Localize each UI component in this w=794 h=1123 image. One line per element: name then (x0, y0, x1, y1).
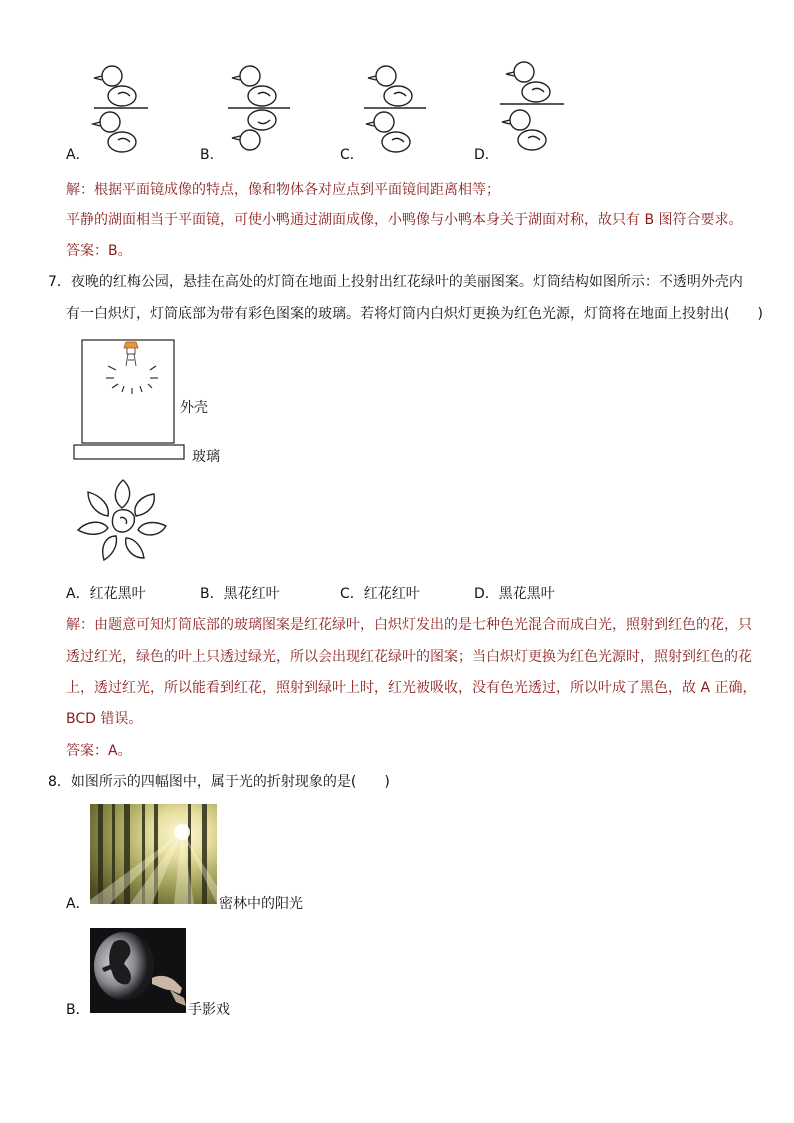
q7-solution-line4: BCD 错误。 (66, 711, 143, 727)
q7-solution-line1: 解：由题意可知灯筒底部的玻璃图案是红花绿叶，白炽灯发出的是七种色光混合而成白光，照射到红色的花，只 (66, 617, 752, 633)
q6-solution-line1: 解：根据平面镜成像的特点，像和物体各对应点到平面镜间距离相等； (66, 182, 500, 198)
q8-option-a-letter: A． (66, 896, 90, 912)
option-a-label: A． (66, 147, 90, 163)
q7-option-a: A．红花黑叶 (66, 586, 146, 602)
label-shell: 外壳 (180, 400, 208, 416)
label-glass: 玻璃 (192, 449, 220, 465)
q7-option-c: C．红花红叶 (340, 586, 420, 602)
q7-solution-line2: 透过红光，绿色的叶上只透过绿光，所以会出现红花绿叶的图案；当白炽灯更换为红色光源时，照射到红色的花 (66, 649, 752, 665)
q6-answer: 答案：B。 (66, 243, 132, 259)
q7-option-b: B．黑花红叶 (200, 586, 280, 602)
forest-sunlight-photo (90, 804, 217, 904)
q7-solution-line3: 上，透过红光，所以能看到红花，照射到绿叶上时，红光被吸收，没有色光透过，所以叶成了黑色，故 A 正确， (66, 680, 757, 696)
q6-solution-line2: 平静的湖面相当于平面镜，可使小鸭通过湖面成像，小鸭像与小鸭本身关于湖面对称，故只有 B 图符合要求。 (66, 212, 743, 228)
flower-pattern (74, 474, 172, 566)
option-c-label: C． (340, 147, 364, 163)
hand-shadow-photo (90, 928, 186, 1013)
q8-question: 8．如图所示的四幅图中，属于光的折射现象的是( ) (48, 774, 390, 790)
q7-question-line1: 7．夜晚的红梅公园，悬挂在高处的灯筒在地面上投射出红花绿叶的美丽图案。灯筒结构如图所示：不透明外壳内 (48, 274, 743, 290)
duck-figure-a (90, 62, 150, 162)
option-d-label: D． (474, 147, 499, 163)
bulb-icon (124, 342, 138, 366)
option-b-label: B． (200, 147, 224, 163)
q8-option-b-caption: 手影戏 (188, 1002, 230, 1018)
duck-figure-d (496, 58, 566, 158)
duck-figure-b (222, 62, 292, 162)
q7-option-d: D．黑花黑叶 (474, 586, 555, 602)
q8-option-a-caption: 密林中的阳光 (219, 896, 303, 912)
q8-option-b-letter: B． (66, 1002, 90, 1018)
lamp-diagram (72, 338, 192, 463)
q7-answer: 答案：A。 (66, 743, 132, 759)
q7-question-line2: 有一白炽灯，灯筒底部为带有彩色图案的玻璃。若将灯筒内白炽灯更换为红色光源，灯筒将在地面上投射出( ) (66, 306, 763, 322)
duck-figure-c (360, 62, 430, 162)
